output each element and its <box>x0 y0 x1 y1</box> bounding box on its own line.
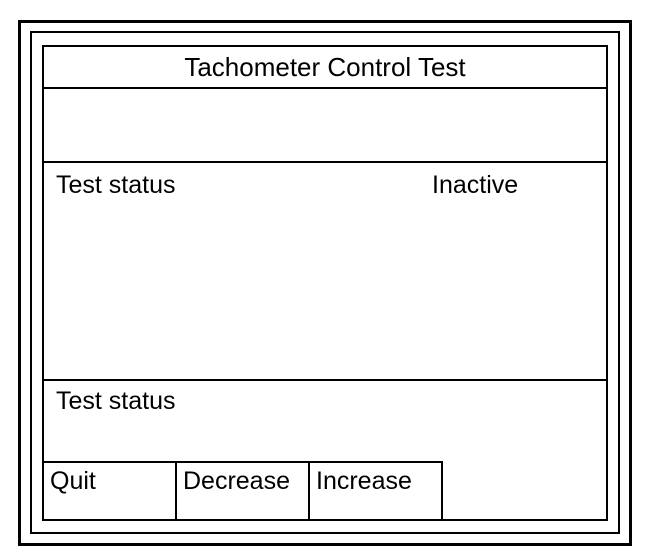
status-value: Inactive <box>432 171 519 199</box>
title-bar <box>44 47 606 89</box>
status-area <box>44 163 606 381</box>
status-label: Test status <box>56 171 176 199</box>
window-title: Tachometer Control Test <box>184 51 466 82</box>
decrease-button[interactable]: Decrease <box>177 461 310 519</box>
outer-window-frame <box>18 20 632 546</box>
message-text: Test status <box>56 387 176 415</box>
control-panel <box>42 45 608 521</box>
button-row <box>44 461 606 519</box>
tachometer-display <box>44 89 606 163</box>
increase-button[interactable]: Increase <box>310 461 443 519</box>
quit-button[interactable]: Quit <box>44 461 177 519</box>
message-area <box>44 381 606 461</box>
inner-window-frame <box>30 31 620 534</box>
